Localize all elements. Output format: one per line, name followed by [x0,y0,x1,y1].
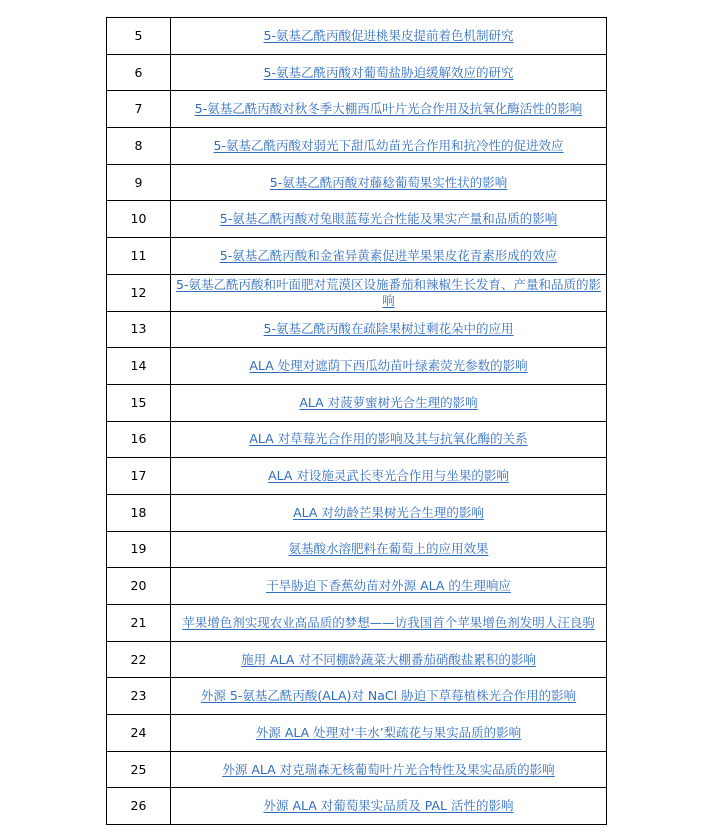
table-row [107,164,607,201]
row-number: 5 [107,18,171,55]
row-title-cell [171,751,607,788]
row-title-cell [171,494,607,531]
row-title-cell [171,678,607,715]
row-number: 14 [107,348,171,385]
row-title-cell [171,201,607,238]
table-row [107,678,607,715]
row-number: 24 [107,715,171,752]
row-title-cell [171,384,607,421]
table-row [107,568,607,605]
article-title-link[interactable]: ALA 对菠萝蜜树光合生理的影响 [299,394,478,410]
row-title-cell [171,605,607,642]
row-number: 6 [107,54,171,91]
article-title-link[interactable]: 5-氨基乙酰丙酸和金雀异黄素促进苹果果皮花青素形成的效应 [219,247,558,263]
article-title-link[interactable]: 5-氨基乙酰丙酸在疏除果树过剩花朵中的应用 [263,321,514,337]
article-title-link[interactable]: ALA 对幼龄芒果树光合生理的影响 [293,504,484,520]
row-number: 25 [107,751,171,788]
table-row [107,18,607,55]
article-title-link[interactable]: ALA 对草莓光合作用的影响及其与抗氧化酶的关系 [249,431,528,447]
article-title-link[interactable]: 氨基酸水溶肥料在葡萄上的应用效果 [288,541,489,557]
row-title-cell [171,568,607,605]
article-title-link[interactable]: 5-氨基乙酰丙酸对秋冬季大棚西瓜叶片光合作用及抗氧化酶活性的影响 [194,101,583,117]
row-title-cell [171,274,607,311]
row-number: 26 [107,788,171,825]
row-number: 19 [107,531,171,568]
article-title-link[interactable]: 5-氨基乙酰丙酸和叶面肥对荒漠区设施番茄和辣椒生长发育、产量和品质的影响 [176,276,601,308]
article-title-link[interactable]: 施用 ALA 对不同棚龄蔬菜大棚番茄硝酸盐累积的影响 [241,651,536,667]
row-number: 12 [107,274,171,311]
table-row [107,348,607,385]
table-row [107,274,607,311]
table-row [107,751,607,788]
row-title-cell [171,715,607,752]
table-row [107,54,607,91]
row-number: 10 [107,201,171,238]
article-title-link[interactable]: 5-氨基乙酰丙酸对葡萄盐胁迫缓解效应的研究 [263,64,514,80]
row-number: 11 [107,238,171,275]
table-row [107,494,607,531]
row-title-cell [171,91,607,128]
table-row [107,238,607,275]
row-title-cell [171,128,607,165]
row-number: 23 [107,678,171,715]
row-number: 15 [107,384,171,421]
row-number: 7 [107,91,171,128]
article-title-link[interactable]: 5-氨基乙酰丙酸促进桃果皮提前着色机制研究 [263,27,514,43]
article-title-link[interactable]: 外源 ALA 对葡萄果实品质及 PAL 活性的影响 [263,798,514,814]
article-title-link[interactable]: 5-氨基乙酰丙酸对兔眼蓝莓光合性能及果实产量和品质的影响 [219,211,558,227]
row-number: 18 [107,494,171,531]
table-row [107,384,607,421]
table-row [107,788,607,825]
table-row [107,128,607,165]
table-row [107,715,607,752]
row-title-cell [171,18,607,55]
row-title-cell [171,641,607,678]
reference-table [106,17,607,825]
row-number: 8 [107,128,171,165]
table-row [107,201,607,238]
row-number: 16 [107,421,171,458]
article-title-link[interactable]: 5-氨基乙酰丙酸对藤稔葡萄果实性状的影响 [269,174,508,190]
article-title-link[interactable]: 干旱胁迫下香蕉幼苗对外源 ALA 的生理响应 [266,578,511,594]
row-number: 22 [107,641,171,678]
article-title-link[interactable]: ALA 对设施灵武长枣光合作用与坐果的影响 [268,468,509,484]
row-title-cell [171,421,607,458]
row-number: 20 [107,568,171,605]
row-number: 9 [107,164,171,201]
table-row [107,458,607,495]
table-row [107,641,607,678]
table-row [107,421,607,458]
row-number: 21 [107,605,171,642]
reference-table-body [107,18,607,825]
table-row [107,605,607,642]
row-title-cell [171,54,607,91]
row-title-cell [171,311,607,348]
row-title-cell [171,238,607,275]
article-title-link[interactable]: 外源 5-氨基乙酰丙酸(ALA)对 NaCl 胁迫下草莓植株光合作用的影响 [200,688,577,704]
row-number: 17 [107,458,171,495]
row-title-cell [171,164,607,201]
row-title-cell [171,348,607,385]
table-row [107,91,607,128]
row-title-cell [171,458,607,495]
article-title-link[interactable]: 5-氨基乙酰丙酸对弱光下甜瓜幼苗光合作用和抗冷性的促进效应 [213,137,564,153]
table-row [107,311,607,348]
table-row [107,531,607,568]
article-title-link[interactable]: 外源 ALA 处理对‘丰水’梨疏花与果实品质的影响 [255,724,522,740]
row-title-cell [171,531,607,568]
article-title-link[interactable]: 苹果增色剂实现农业高品质的梦想——访我国首个苹果增色剂发明人汪良驹 [182,614,595,630]
row-number: 13 [107,311,171,348]
row-title-cell [171,788,607,825]
article-title-link[interactable]: ALA 处理对遮荫下西瓜幼苗叶绿素荧光参数的影响 [249,358,528,374]
article-title-link[interactable]: 外源 ALA 对克瑞森无核葡萄叶片光合特性及果实品质的影响 [222,761,555,777]
